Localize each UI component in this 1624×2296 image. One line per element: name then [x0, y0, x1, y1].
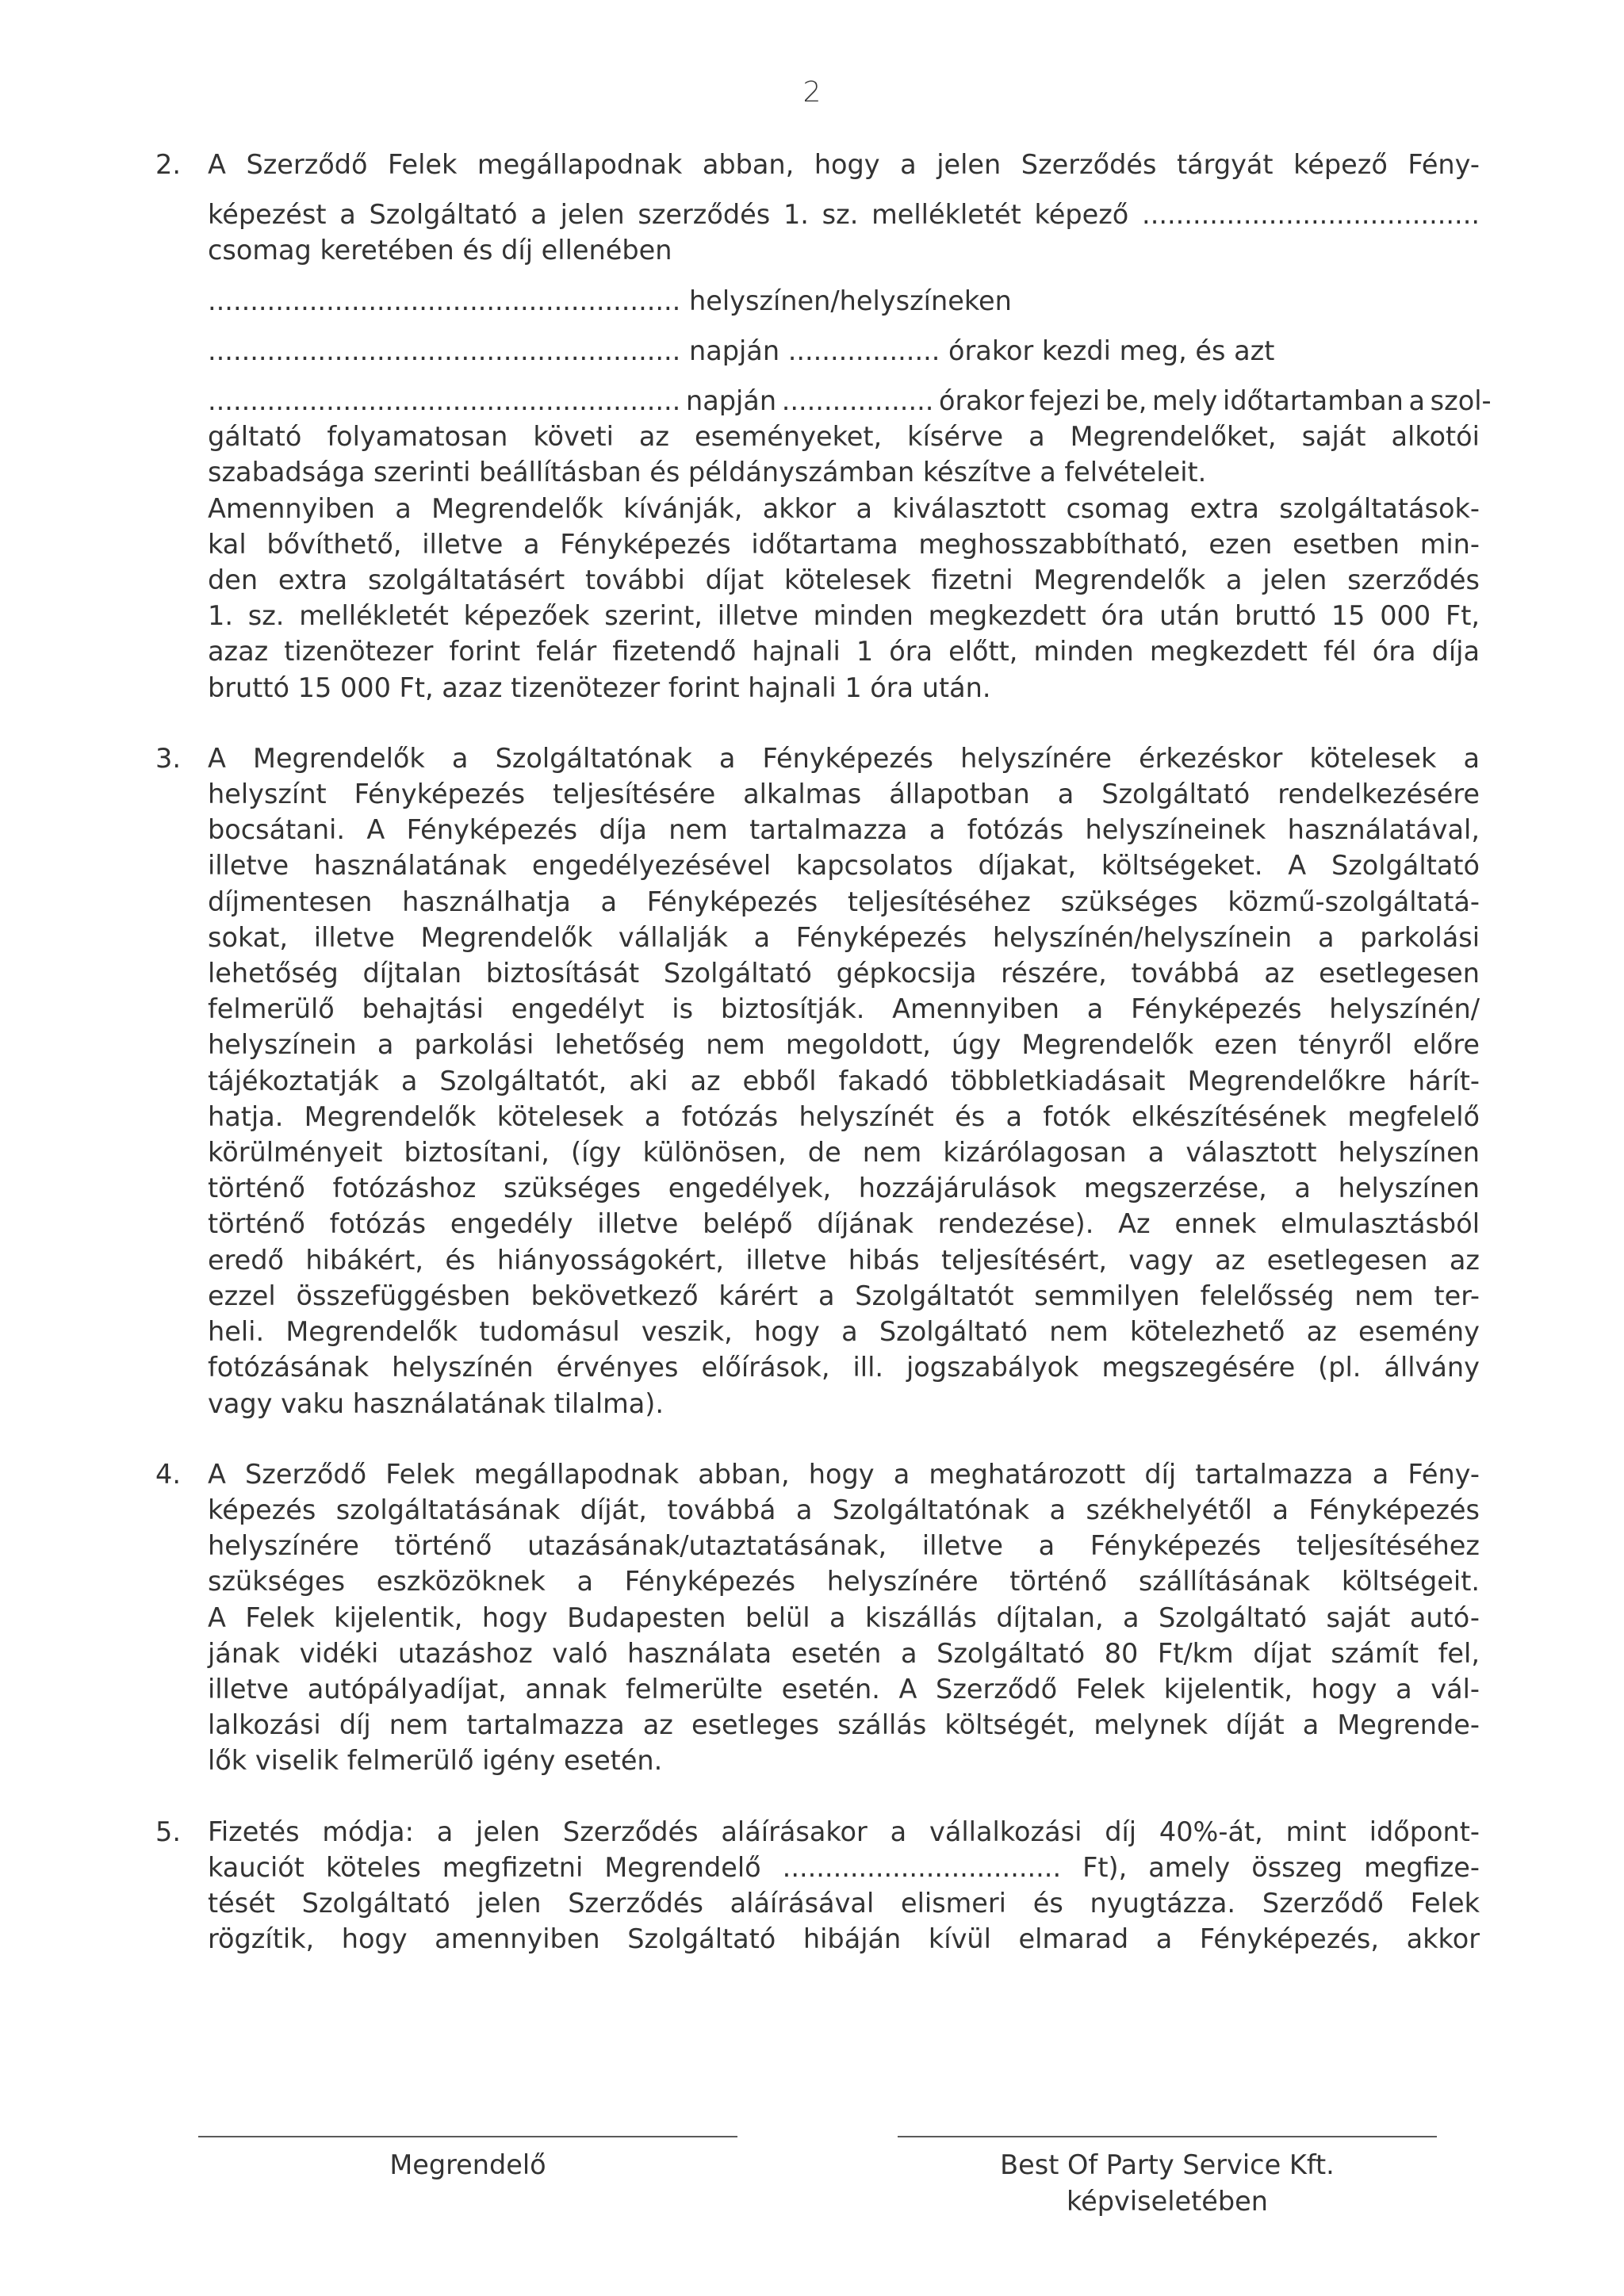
text-line: felmerülő behajtási engedélyt is biztosítják. Amennyiben a Fényképezés helyszínén/	[208, 993, 1480, 1025]
text-line: Amennyiben a Megrendelők kívánják, akkor a kiválasztott csomag extra szolgáltatások-	[208, 492, 1480, 524]
text-line: rögzítik, hogy amennyiben Szolgáltató hibáján kívül elmarad a Fényképezés, akkor	[208, 1923, 1480, 1955]
text-line: eredő hibákért, és hiányosságokért, illetve hibás teljesítésért, vagy az esetlegesen az	[208, 1244, 1480, 1276]
clause-4	[155, 1456, 1480, 1779]
provider-representation: képviseletében	[1066, 2186, 1269, 2217]
clause-number: 5.	[155, 1816, 181, 1847]
text-line: jának vidéki utazáshoz való használata esetén a Szolgáltató 80 Ft/km díjat számít fel,	[208, 1637, 1480, 1669]
text-line: ........................................................ napján .................. órakor fejezi be, mely időtartamban a szol-	[208, 385, 1492, 417]
text-line: kauciót köteles megfizetni Megrendelő ................................. Ft), amely összeg megfize-	[208, 1851, 1480, 1883]
text-line: történő fotózás engedély illetve belépő díjának rendezése). Az ennek elmulasztásból	[208, 1208, 1480, 1240]
text-line: illetve használatának engedélyezésével kapcsolatos díjakat, költségeket. A Szolgáltató	[208, 850, 1480, 882]
text-line: körülményeit biztosítani, (így különösen, de nem kizárólagosan a választott helyszínen	[208, 1137, 1480, 1169]
provider-company-name: Best Of Party Service Kft.	[1000, 2149, 1335, 2180]
text-line: ........................................................ napján .................. órakor kezdi meg, és azt	[208, 335, 1275, 366]
text-line: díjmentesen használhatja a Fényképezés teljesítéséhez szükséges közmű-szolgáltatá-	[208, 886, 1480, 917]
text-line: szabadsága szerinti beállításban és példányszámban készítve a felvételeit.	[208, 457, 1207, 488]
text-line: ........................................................ helyszínen/helyszíneken	[208, 285, 1012, 316]
text-line: képezés szolgáltatásának díját, továbbá a Szolgáltatónak a székhelyétől a Fényképezés	[208, 1494, 1480, 1525]
text-line: hatja. Megrendelők kötelesek a fotózás helyszínét és a fotók elkészítésének megfelelő	[208, 1100, 1480, 1132]
text-line: heli. Megrendelők tudomásul veszik, hogy a Szolgáltató nem kötelezhető az esemény	[208, 1316, 1480, 1348]
text-line: lehetőség díjtalan biztosítását Szolgáltató gépkocsija részére, továbbá az esetlegesen	[208, 958, 1480, 989]
signature-label-provider	[898, 2147, 1437, 2220]
clause-number: 4.	[155, 1458, 181, 1490]
signature-line-provider	[898, 2136, 1437, 2137]
text-line: tését Szolgáltató jelen Szerződés aláírásával elismeri és nyugtázza. Szerződő Felek	[208, 1887, 1480, 1919]
client-label: Megrendelő	[389, 2149, 546, 2180]
text-line: 1. sz. mellékletét képezőek szerint, illetve minden megkezdett óra után bruttó 15 000 Ft,	[208, 600, 1480, 632]
clause-number: 2.	[155, 149, 181, 180]
text-line: illetve autópályadíjat, annak felmerülte esetén. A Szerződő Felek kijelentik, hogy a vál-	[208, 1673, 1480, 1705]
clause-number: 3.	[155, 742, 181, 774]
text-line: vagy vaku használatának tilalma).	[208, 1387, 665, 1419]
text-line: bocsátani. A Fényképezés díja nem tartalmazza a fotózás helyszíneinek használatával,	[208, 814, 1480, 846]
text-line: szükséges eszközöknek a Fényképezés helyszínére történő szállításának költségeit.	[208, 1566, 1480, 1598]
signature-label-client	[198, 2147, 737, 2183]
signature-line-client	[198, 2136, 737, 2137]
text-line: A Szerződő Felek megállapodnak abban, hogy a meghatározott díj tartalmazza a Fény-	[208, 1458, 1480, 1490]
text-line: A Szerződő Felek megállapodnak abban, hogy a jelen Szerződés tárgyát képező Fény-	[208, 149, 1480, 180]
text-line: helyszínére történő utazásának/utaztatásának, illetve a Fényképezés teljesítéséhez	[208, 1530, 1480, 1562]
text-line: A Megrendelők a Szolgáltatónak a Fényképezés helyszínére érkezéskor kötelesek a	[208, 742, 1480, 774]
text-line: sokat, illetve Megrendelők vállalják a Fényképezés helyszínén/helyszínein a parkolási	[208, 921, 1480, 953]
page-number: 2	[802, 76, 822, 109]
text-line: csomag keretében és díj ellenében	[208, 235, 672, 266]
clause-5	[155, 1814, 1480, 1957]
text-line: kal bővíthető, illetve a Fényképezés időtartama meghosszabbítható, ezen esetben min-	[208, 528, 1480, 560]
text-line: lalkozási díj nem tartalmazza az esetleges szállás költségét, melynek díját a Megrende-	[208, 1709, 1480, 1741]
text-line: helyszínt Fényképezés teljesítésére alkalmas állapotban a Szolgáltató rendelkezésére	[208, 779, 1480, 810]
text-line: A Felek kijelentik, hogy Budapesten belül a kiszállás díjtalan, a Szolgáltató saját autó-	[208, 1601, 1480, 1633]
text-line: történő fotózáshoz szükséges engedélyek, hozzájárulások megszerzése, a helyszínen	[208, 1173, 1480, 1204]
text-line: den extra szolgáltatásért további díjat kötelesek fizetni Megrendelők a jelen szerződés	[208, 564, 1480, 596]
text-line: helyszínein a parkolási lehetőség nem megoldott, úgy Megrendelők ezen tényről előre	[208, 1029, 1480, 1061]
text-line: tájékoztatják a Szolgáltatót, aki az ebből fakadó többletkiadásait Megrendelőkre hárít-	[208, 1065, 1480, 1096]
text-line: képezést a Szolgáltató a jelen szerződés 1. sz. mellékletét képező ........................................	[208, 199, 1480, 231]
text-line: Fizetés módja: a jelen Szerződés aláírásakor a vállalkozási díj 40%-át, mint időpont-	[208, 1816, 1480, 1847]
document-body	[155, 147, 1492, 1957]
clause-3	[155, 740, 1480, 1422]
text-line: bruttó 15 000 Ft, azaz tizenötezer forint hajnali 1 óra után.	[208, 672, 991, 703]
text-line: gáltató folyamatosan követi az eseményeket, kísérve a Megrendelőket, saját alkotói	[208, 421, 1480, 453]
text-line: ezzel összefüggésben bekövetkező kárért a Szolgáltatót semmilyen felelősség nem ter-	[208, 1280, 1480, 1311]
text-line: lők viselik felmerülő igény esetén.	[208, 1745, 663, 1777]
text-line: fotózásának helyszínén érvényes előírások, ill. jogszabályok megszegésére (pl. állvány	[208, 1352, 1480, 1383]
text-line: azaz tizenötezer forint felár fizetendő hajnali 1 óra előtt, minden megkezdett fél óra díja	[208, 636, 1480, 668]
clause-2	[155, 147, 1492, 706]
